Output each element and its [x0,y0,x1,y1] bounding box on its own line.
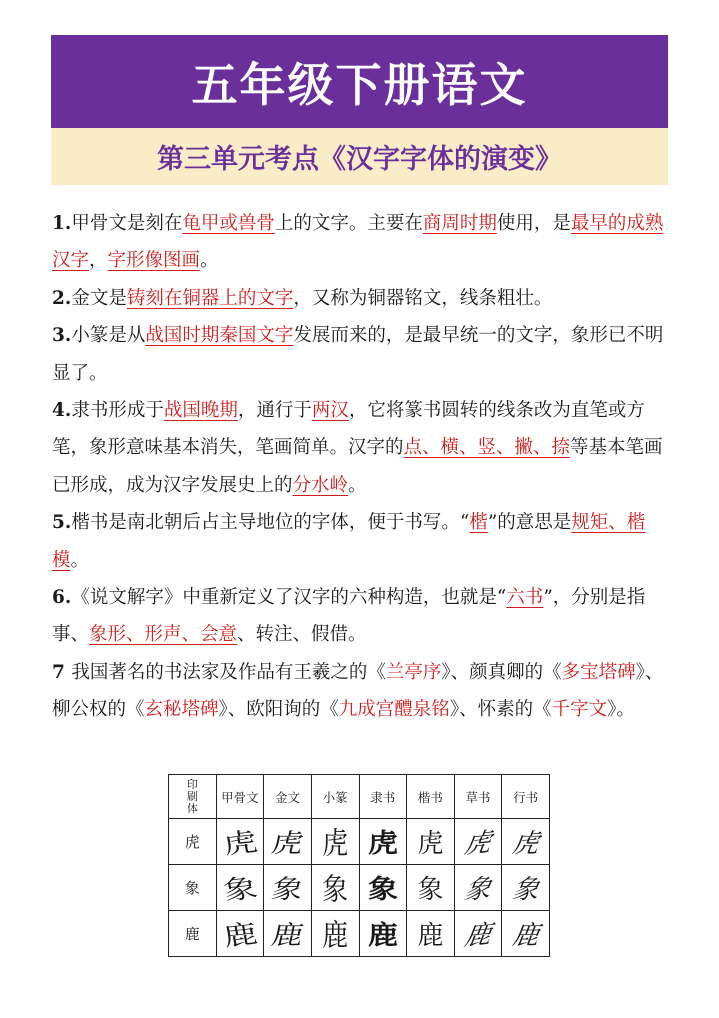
script-glyph-cell [359,865,407,911]
key-point: 象形、形声、会意 [89,624,238,646]
script-glyph-cell [454,819,502,865]
note-text: ”的意思是 [487,512,572,534]
script-glyph: 鹿 [417,921,444,951]
script-glyph-cell [216,865,264,911]
note-paragraph [52,392,672,504]
note-text: 我国著名的书法家及作品有王羲之的《 [71,661,386,683]
script-glyph: 鹿 [367,921,398,951]
script-glyph: 虎 [268,829,306,859]
header-cell: 金文 [264,775,312,819]
script-glyph-cell [264,819,312,865]
table-row [169,819,550,865]
note-text: ，它将篆书圆转的线条改为直笔或方笔，象形意味基本消失，笔画简单。汉字的 [52,400,645,459]
header-cell-label: 印刷体 [186,777,198,815]
note-text: 》、怀素的《 [449,699,552,721]
script-glyph: 象 [220,873,260,907]
script-glyph: 象 [367,875,398,905]
header-cell: 行书 [502,775,550,819]
script-glyph: 鹿 [462,919,494,953]
script-glyph-cell [311,819,359,865]
script-glyph-cell [311,911,359,957]
script-glyph-cell [407,911,455,957]
note-text: ”，分别是指事、 [52,587,646,646]
script-glyph-cell [407,865,455,911]
item-number: 7 [52,661,72,683]
script-glyph-cell [454,865,502,911]
script-glyph: 虎 [322,827,349,862]
note-paragraph [52,205,672,280]
item-number: 1. [52,213,72,234]
item-number: 2. [52,287,72,309]
key-point: 九成宫醴泉铭 [338,699,450,721]
note-text: 、转注、假借。 [237,624,367,646]
note-text: 。 [70,549,90,571]
table-header-row [169,775,550,819]
key-point: 两汉 [311,400,349,422]
note-text: 》、欧阳询的《 [218,699,339,721]
script-glyph-cell [216,911,264,957]
key-point: 点、横、竖、撇、捺 [403,437,571,459]
note-text: 等基本笔画已形成，成为汉字发展史上的 [52,437,663,496]
script-glyph-cell [502,819,550,865]
note-text: 》、柳公权的《 [52,661,664,721]
key-point: 战国时期秦国文字 [145,325,294,347]
title-banner [51,35,668,128]
key-point: 字形像图画 [107,250,201,272]
note-text: 》、颜真卿的《 [441,661,562,683]
header-cell [169,775,217,819]
script-glyph-cell [359,819,407,865]
note-paragraph [52,504,672,579]
script-glyph-cell [359,911,407,957]
script-evolution-table [168,774,550,957]
item-number: 3. [52,325,72,347]
script-glyph: 鹿 [268,921,306,951]
printed-char-cell: 虎 [169,819,217,865]
script-glyph: 虎 [462,827,494,861]
script-glyph: 鹿 [510,921,541,951]
script-glyph: 象 [417,875,444,905]
script-glyph: 象 [268,875,306,905]
note-text: 楷书是南北朝后占主导地位的字体，便于书写。“ [71,512,470,534]
note-text: 小篆是从 [71,325,146,347]
key-point: 最早的成熟汉字 [52,213,664,272]
key-point: 规矩、楷模 [52,512,646,571]
printed-char-cell: 象 [169,865,217,911]
script-glyph: 鹿 [220,919,260,953]
script-glyph-cell [264,865,312,911]
note-text: 。 [348,474,367,496]
note-paragraph [52,654,672,729]
note-text: 金文是 [71,287,127,309]
key-point: 龟甲或兽骨 [182,213,275,234]
note-text: 《说文解字》中重新定义了汉字的六种构造，也就是“ [71,587,507,609]
note-text: 发展而来的，是最早统一的文字，象形已不明显了。 [52,325,664,384]
item-number: 6. [52,587,72,609]
item-number: 5. [52,512,72,534]
note-text: 》。 [607,699,635,721]
key-point: 楷 [469,512,488,534]
note-text: ，又称为铜器铭文，线条粗壮。 [293,287,553,309]
script-glyph: 鹿 [322,919,349,954]
script-evolution-table-wrap [168,774,550,956]
notes-content [52,205,672,729]
script-glyph-cell [502,865,550,911]
note-text: ，通行于 [237,400,312,422]
note-paragraph [52,317,672,392]
table-row [169,911,550,957]
script-glyph-cell [264,911,312,957]
script-glyph-cell [502,911,550,957]
script-glyph: 象 [322,873,349,908]
note-text: 隶书形成于 [71,400,164,422]
key-point: 玄秘塔碑 [144,699,219,721]
note-paragraph [52,280,672,317]
script-glyph: 虎 [417,829,444,859]
script-glyph-cell [454,911,502,957]
note-paragraph [52,579,672,654]
script-glyph: 象 [510,875,541,905]
key-point: 兰亭序 [385,661,442,683]
note-text: ， [89,250,108,272]
script-glyph: 虎 [367,829,398,859]
item-number: 4. [52,400,72,422]
header-cell: 甲骨文 [216,775,264,819]
header-cell: 楷书 [407,775,455,819]
subtitle-banner [51,128,668,185]
script-glyph: 虎 [510,829,541,859]
script-glyph-cell [311,865,359,911]
page-subtitle: 第三单元考点《汉字字体的演变》 [157,144,562,175]
note-text: 使用，是 [496,213,571,234]
script-glyph-cell [216,819,264,865]
note-text: 。 [200,250,219,272]
script-glyph-cell [407,819,455,865]
script-glyph: 象 [462,873,494,907]
script-glyph: 虎 [220,827,260,861]
key-point: 六书 [506,587,544,609]
note-text: 上的文字。主要在 [274,213,423,234]
table-row [169,865,550,911]
key-point: 商周时期 [422,213,497,234]
header-cell: 草书 [454,775,502,819]
key-point: 千字文 [551,699,608,721]
key-point: 战国晚期 [163,400,238,422]
key-point: 铸刻在铜器上的文字 [126,287,294,309]
key-point: 分水岭 [292,474,349,496]
key-point: 多宝塔碑 [561,661,636,683]
page-title: 五年级下册语文 [191,57,528,112]
header-cell: 隶书 [359,775,407,819]
note-text: 甲骨文是刻在 [71,213,183,234]
header-cell: 小篆 [311,775,359,819]
printed-char-cell: 鹿 [169,911,217,957]
